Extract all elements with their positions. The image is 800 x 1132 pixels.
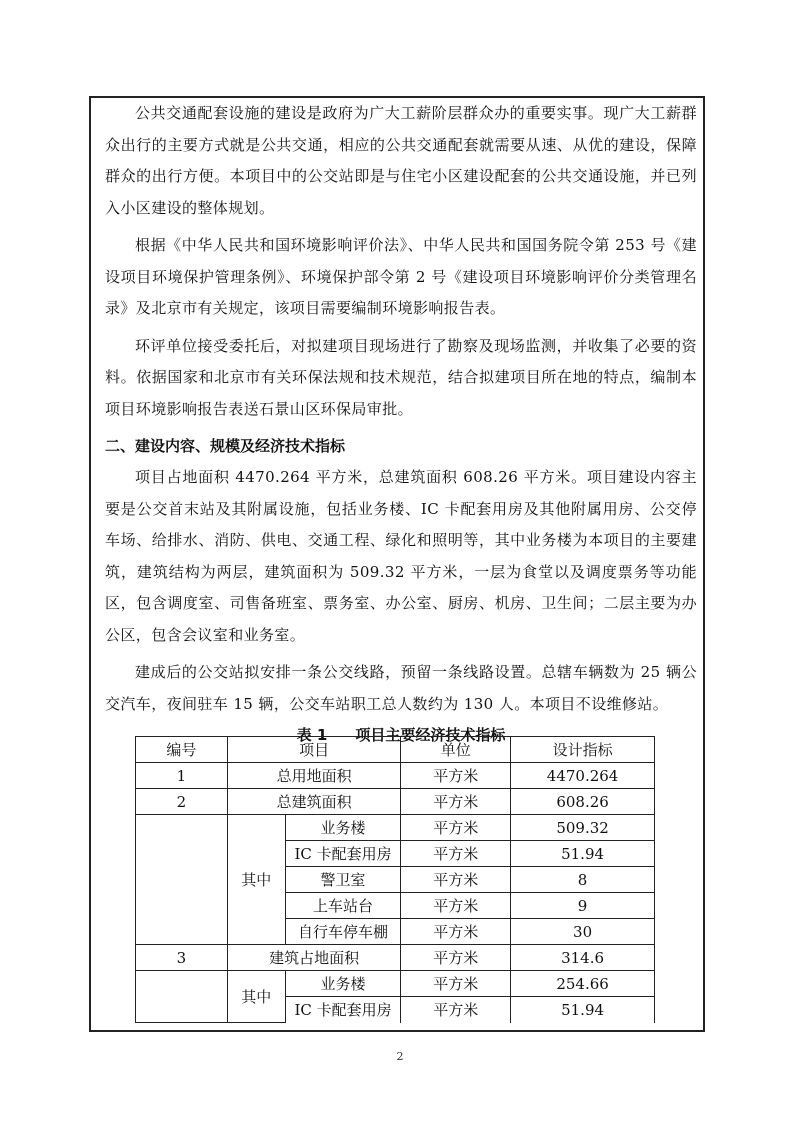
- cell-unit: 平方米: [401, 893, 511, 919]
- cell-group-label: 其中: [227, 971, 285, 1023]
- paragraph: 根据《中华人民共和国环境影响评价法》、中华人民共和国国务院令第 253 号《建设项目环境保护管理条例》、环境保护部令第 2 号《建设项目环境影响评价分类管理名录》及北京市有关规定，该项目需要编制环境影响报告表。: [105, 236, 697, 317]
- table-row: [136, 763, 655, 789]
- cell-sub-item: IC 卡配套用房: [285, 841, 401, 867]
- cell-item: 总用地面积: [227, 763, 401, 789]
- cell-value: 30: [511, 919, 655, 945]
- cell-no: 3: [136, 945, 228, 971]
- section-heading: 二、建设内容、规模及经济技术指标: [105, 437, 346, 455]
- cell-value: 509.32: [511, 815, 655, 841]
- cell-unit: 平方米: [401, 815, 511, 841]
- paragraph: 建成后的公交站拟安排一条公交线路，预留一条线路设置。总辖车辆数为 25 辆公交汽车，夜间驻车 15 辆，公交车站职工总人数约为 130 人。本项目不设维修站。: [105, 663, 697, 713]
- cell-unit: 平方米: [401, 867, 511, 893]
- content: [105, 98, 697, 748]
- cell-item: 总建筑面积: [227, 789, 401, 815]
- cell-empty: [136, 971, 228, 1023]
- cell-value: 8: [511, 867, 655, 893]
- indicators-table: [135, 736, 655, 1023]
- cell-unit: 平方米: [401, 971, 511, 997]
- cell-unit: 平方米: [401, 945, 511, 971]
- cell-unit: 平方米: [401, 763, 511, 789]
- table-row: [136, 971, 655, 997]
- cell-value: 9: [511, 893, 655, 919]
- cell-value: 4470.264: [511, 763, 655, 789]
- table-row: [136, 815, 655, 841]
- cell-sub-item: 自行车停车棚: [285, 919, 401, 945]
- paragraph: 公共交通配套设施的建设是政府为广大工薪阶层群众办的重要实事。现广大工薪群众出行的主要方式就是公共交通，相应的公共交通配套就需要从速、从优的建设，保障群众的出行方便。本项目中的公交站即是与住宅小区建设配套的公共交通设施，并已列入小区建设的整体规划。: [105, 104, 697, 217]
- table-row: [136, 945, 655, 971]
- cell-unit: 平方米: [401, 789, 511, 815]
- header-cell: 项目: [227, 737, 401, 763]
- cell-value: 254.66: [511, 971, 655, 997]
- table-caption-number: 表 1: [296, 726, 328, 744]
- header-cell: 单位: [401, 737, 511, 763]
- cell-value: 314.6: [511, 945, 655, 971]
- table-header-row: [136, 737, 655, 763]
- cell-group-label: 其中: [227, 815, 285, 945]
- cell-value: 51.94: [511, 841, 655, 867]
- cell-sub-item: IC 卡配套用房: [285, 997, 401, 1023]
- cell-value: 51.94: [511, 997, 655, 1023]
- cell-no: 2: [136, 789, 228, 815]
- table-row: [136, 789, 655, 815]
- cell-no: 1: [136, 763, 228, 789]
- cell-empty: [136, 815, 228, 945]
- cell-item: 建筑占地面积: [227, 945, 401, 971]
- cell-sub-item: 业务楼: [285, 815, 401, 841]
- header-cell: 编号: [136, 737, 228, 763]
- cell-sub-item: 上车站台: [285, 893, 401, 919]
- paragraph: 环评单位接受委托后，对拟建项目现场进行了勘察及现场监测，并收集了必要的资料。依据国家和北京市有关环保法规和技术规范，结合拟建项目所在地的特点，编制本项目环境影响报告表送石景山区环保局审批。: [105, 336, 697, 418]
- table-caption-title: 项目主要经济技术指标: [355, 726, 506, 744]
- cell-unit: 平方米: [401, 841, 511, 867]
- cell-unit: 平方米: [401, 997, 511, 1023]
- cell-sub-item: 警卫室: [285, 867, 401, 893]
- cell-sub-item: 业务楼: [285, 971, 401, 997]
- paragraph: 项目占地面积 4470.264 平方米，总建筑面积 608.26 平方米。项目建设内容主要是公交首末站及其附属设施，包括业务楼、IC 卡配套用房及其他附属用房、公交停车场、给排水、消防、供电、交通工程、绿化和照明等，其中业务楼为本项目的主要建筑，建筑结构为两层，建筑面积为 509.32 平方米，一层为食堂以及调度票务等功能区，包含调度室、司售备班室、票务室、办公室、厨房、机房、卫生间；二层主要为办公区，包含会议室和业务室。: [105, 468, 697, 644]
- cell-unit: 平方米: [401, 919, 511, 945]
- page-number: 2: [396, 1050, 404, 1063]
- header-cell: 设计指标: [511, 737, 655, 763]
- cell-value: 608.26: [511, 789, 655, 815]
